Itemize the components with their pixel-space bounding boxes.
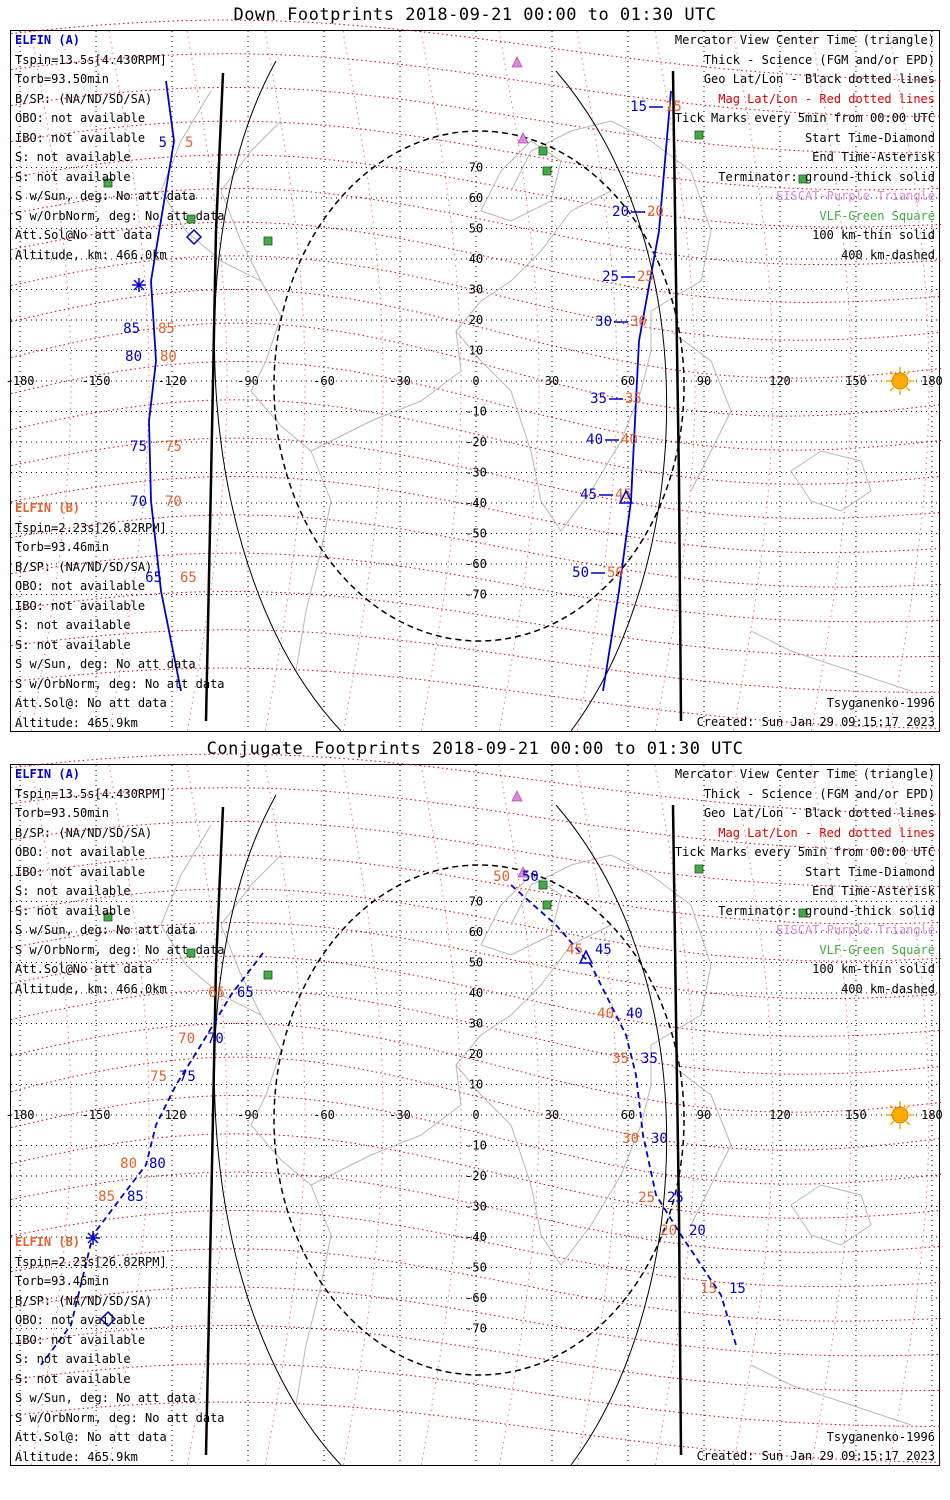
elfin-b-info-line: S: not available	[15, 637, 131, 652]
track-time-label: 20	[660, 1223, 677, 1239]
lat-tick-label: -70	[465, 1321, 487, 1336]
sun-ray	[906, 387, 910, 391]
elfin-a-info-line: S w/OrbNorm, deg: No att data	[15, 208, 225, 223]
mag-lon-line	[499, 31, 539, 731]
elfin-a-info-line: IBO: not available	[15, 130, 146, 145]
legend-line: Start Time-Diamond	[804, 864, 935, 879]
lat-tick-label: 60	[468, 191, 484, 205]
track-time-label: 30	[651, 1131, 668, 1147]
track-time-label: 85	[98, 1189, 115, 1205]
track-time-label: 30	[595, 314, 612, 330]
track-time-label: 75	[179, 1069, 196, 1085]
lat-tick-label: 30	[468, 1016, 484, 1031]
legend-line: Mag Lat/Lon - Red dotted lines	[718, 825, 935, 840]
legend-line: Thick - Science (FGM and/or EPD)	[703, 52, 935, 67]
track-time-label: 50	[607, 565, 624, 581]
legend-line: 400 km-dashed	[841, 247, 935, 262]
legend-line: Geo Lat/Lon - Black dotted lines	[703, 806, 935, 820]
created-timestamp: Created: Sun Jan 29 09:15:17 2023	[696, 1449, 935, 1463]
terminator-right	[673, 805, 681, 1455]
track-time-label: 40	[586, 432, 603, 448]
conjugate-footprints-panel	[5, 764, 943, 1466]
elfin-b-info-line: OBO: not available	[15, 1313, 146, 1327]
coastline	[481, 875, 561, 955]
elfin-b-info-line: B/SP: (NA/ND/SD/SA)	[15, 1293, 153, 1308]
vlf-green-square	[695, 865, 703, 873]
sun-disc	[892, 1107, 908, 1123]
coastline	[511, 855, 711, 1085]
lon-tick-label: -180	[5, 1108, 35, 1122]
lat-tick-label: 50	[468, 955, 484, 970]
model-label: Tsyganenko-1996	[826, 1430, 935, 1444]
lat-tick-label: 20	[468, 313, 484, 327]
lat-tick-label: -40	[465, 1230, 487, 1244]
lat-tick-label: 50	[468, 221, 484, 236]
track-time-label: 25	[602, 269, 619, 285]
elfin-a-info-line: Att.Sol@No att data	[15, 962, 153, 976]
lon-tick-label: 90	[696, 1108, 712, 1122]
lat-tick-label: -50	[465, 1260, 487, 1275]
lon-tick-label: 0	[472, 1108, 480, 1122]
legend-line: End Time-Asterisk	[812, 884, 935, 898]
lon-tick-label: 120	[769, 374, 791, 388]
lon-tick-label: -60	[313, 1108, 335, 1122]
track-time-label: 70	[130, 494, 147, 510]
legend-line: End Time-Asterisk	[812, 150, 935, 164]
track-time-label: 45	[580, 487, 597, 503]
vlf-green-square	[264, 237, 272, 245]
elfin-b-info-line: Altitude: 465.9km	[15, 715, 138, 730]
lat-tick-label: 70	[468, 894, 484, 909]
elfin-a-info-line: S: not available	[15, 169, 131, 184]
elfin-a-info-line: Tspin=13.5s[4.430RPM]	[15, 52, 167, 67]
lon-tick-label: -150	[81, 374, 111, 388]
track-time-label: 40	[621, 432, 638, 448]
track-time-label: 25	[637, 269, 654, 285]
elfin-a-info-line: S w/OrbNorm, deg: No att data	[15, 942, 225, 957]
track-time-label: 40	[597, 1006, 614, 1022]
track-time-label: 15	[729, 1281, 746, 1297]
elfin-a-name: ELFIN (A)	[15, 33, 81, 47]
sun-icon	[886, 367, 914, 395]
legend-line: EISCAT-Purple Triangle	[776, 189, 935, 203]
sun-icon	[886, 1101, 914, 1129]
lat-tick-label: -50	[465, 526, 487, 541]
track-time-label: 85	[158, 321, 175, 337]
coastline	[791, 1185, 871, 1245]
elfin-b-info-line: B/SP: (NA/ND/SD/SA)	[15, 559, 153, 574]
legend-line: Mag Lat/Lon - Red dotted lines	[718, 91, 935, 106]
track-time-label: 45	[595, 942, 612, 958]
elfin-b-info-line: Att.Sol@: No att data	[15, 1430, 167, 1444]
terminator-left	[206, 807, 223, 1455]
track-time-label: 75	[165, 439, 182, 455]
lon-tick-label: -30	[389, 374, 411, 388]
elfin-a-info-line: S w/Sun, deg: No att data	[15, 923, 196, 937]
elfin-b-info-line: S w/OrbNorm, deg: No att data	[15, 1410, 225, 1425]
end-time-asterisk	[86, 1231, 100, 1245]
vlf-green-square	[264, 971, 272, 979]
eiscat-purple-triangle	[512, 791, 522, 801]
elfin-a-info-line: Torb=93.50min	[15, 806, 109, 820]
legend-line: EISCAT-Purple Triangle	[776, 923, 935, 937]
map-canvas	[5, 765, 943, 1467]
lat-tick-label: -10	[465, 1138, 487, 1153]
lon-tick-label: 150	[845, 374, 867, 388]
track-time-label: 65	[237, 985, 254, 1001]
elfin-b-info-line: S: not available	[15, 1371, 131, 1386]
track-time-label: 45	[566, 942, 583, 958]
coastline	[751, 631, 911, 691]
elfin-b-info-line: S w/Sun, deg: No att data	[15, 1391, 196, 1405]
sun-ray	[890, 1121, 894, 1125]
legend-line: Mercator View Center Time (triangle)	[674, 33, 935, 47]
legend-line: Terminator: ground-thick solid	[718, 169, 935, 184]
lat-tick-label: 10	[468, 1077, 484, 1092]
legend-line: 100 km-thin solid	[812, 962, 935, 976]
lon-tick-label: 0	[472, 374, 480, 388]
elfin-b-info-line: S: not available	[15, 618, 131, 632]
lon-tick-label: -120	[157, 374, 187, 388]
elfin-b-info-line: S w/OrbNorm, deg: No att data	[15, 676, 225, 691]
lon-tick-label: 120	[769, 1108, 791, 1122]
elfin-a-info-line: IBO: not available	[15, 864, 146, 879]
terminator-right	[673, 71, 681, 721]
track-time-label: 75	[150, 1069, 167, 1085]
lon-tick-label: 60	[620, 374, 636, 388]
track-time-label: 35	[590, 391, 607, 407]
lat-tick-label: -40	[465, 496, 487, 510]
track-time-label: 5	[185, 135, 194, 151]
lon-tick-label: 30	[544, 1108, 560, 1122]
elfin-b-info-line: Torb=93.46min	[15, 1274, 109, 1288]
elfin-b-name: ELFIN (B)	[15, 1235, 81, 1249]
track-time-label: 80	[160, 349, 177, 365]
track-time-label: 65	[145, 570, 162, 586]
lat-tick-label: 10	[468, 343, 484, 358]
lat-tick-label: -30	[465, 465, 487, 480]
track-time-label: 50	[493, 869, 510, 885]
panel-title-conjugate: Conjugate Footprints 2018-09-21 00:00 to 01:30 UTC	[206, 739, 744, 759]
elfin-b-name: ELFIN (B)	[15, 501, 81, 515]
elfin-a-info-line: OBO: not available	[15, 845, 146, 859]
track-time-label: 65	[180, 570, 197, 586]
lat-tick-label: -20	[465, 1169, 487, 1183]
map-canvas	[5, 31, 943, 733]
elfin-a-info-line: Att.Sol@No att data	[15, 228, 153, 242]
legend-line: Geo Lat/Lon - Black dotted lines	[703, 72, 935, 86]
lat-tick-label: -60	[465, 1291, 487, 1305]
elfin-a-info-line: OBO: not available	[15, 111, 146, 125]
track-time-label: 70	[207, 1031, 224, 1047]
track-time-label: 50	[572, 565, 589, 581]
footprint-100km-solid-right	[556, 71, 667, 731]
track-time-label: 70	[165, 494, 182, 510]
lat-tick-label: 40	[468, 252, 484, 266]
vlf-green-square	[695, 131, 703, 139]
elfin-b-info-line: Tspin=2.23s[26.82RPM]	[15, 520, 167, 535]
lon-tick-label: 60	[620, 1108, 636, 1122]
lat-tick-label: 30	[468, 282, 484, 297]
elfin-b-info-line: Att.Sol@: No att data	[15, 696, 167, 710]
sun-ray	[906, 1105, 910, 1109]
lon-tick-label: -180	[5, 374, 35, 388]
lon-tick-label: -120	[157, 1108, 187, 1122]
elfin-a-info-line: S: not available	[15, 903, 131, 918]
track-time-label: 70	[178, 1031, 195, 1047]
elfin-b-info-line: OBO: not available	[15, 579, 146, 593]
sun-ray	[890, 371, 894, 375]
elfin-a-info-line: Altitude, km: 466.0km	[15, 247, 167, 262]
lon-tick-label: -30	[389, 1108, 411, 1122]
lon-tick-label: 180	[921, 1108, 943, 1122]
track-time-label: 80	[149, 1156, 166, 1172]
footprint-100km-solid-left	[214, 795, 341, 1465]
lat-tick-label: -10	[465, 404, 487, 419]
track-time-label: 75	[130, 439, 147, 455]
lat-tick-label: 20	[468, 1047, 484, 1061]
elfin-b-info-line: S w/Sun, deg: No att data	[15, 657, 196, 671]
legend-line: Mercator View Center Time (triangle)	[674, 767, 935, 781]
legend-line: Thick - Science (FGM and/or EPD)	[703, 786, 935, 801]
coastline	[221, 121, 281, 281]
lon-tick-label: -150	[81, 1108, 111, 1122]
legend-line: Tick Marks every 5min from 00:00 UTC	[674, 111, 935, 125]
elfin-a-info-line: Torb=93.50min	[15, 72, 109, 86]
elfin-b-info-line: Tspin=2.23s[26.82RPM]	[15, 1254, 167, 1269]
mag-lat-line	[11, 1024, 941, 1113]
sun-ray	[906, 1121, 910, 1125]
down-footprints-panel	[5, 30, 943, 732]
coastline	[751, 1365, 911, 1425]
track-time-label: 15	[665, 99, 682, 115]
track-time-label: 35	[625, 391, 642, 407]
vlf-green-square	[539, 147, 547, 155]
track-time-label: 35	[641, 1051, 658, 1067]
track-time-label: 35	[612, 1051, 629, 1067]
vlf-green-square	[543, 167, 551, 175]
track-time-label: 30	[622, 1131, 639, 1147]
track-time-label: 15	[700, 1281, 717, 1297]
track-time-label: 45	[615, 487, 632, 503]
track-time-label: 65	[208, 985, 225, 1001]
track-time-label: 80	[125, 349, 142, 365]
track-time-label: 5	[158, 135, 167, 151]
elfin-a-info-line: S: not available	[15, 884, 131, 898]
track-time-label: 85	[123, 321, 140, 337]
track-time-label: 25	[667, 1190, 684, 1206]
legend-line: 400 km-dashed	[841, 981, 935, 996]
coastline	[481, 141, 561, 221]
track-time-label: 20	[612, 204, 629, 220]
model-label: Tsyganenko-1996	[826, 696, 935, 710]
lon-tick-label: -90	[237, 1108, 259, 1122]
legend-line: Terminator: ground-thick solid	[718, 903, 935, 918]
panel-title-down: Down Footprints 2018-09-21 00:00 to 01:30 UTC	[233, 5, 717, 25]
lat-tick-label: -70	[465, 587, 487, 602]
elfin-b-info-line: IBO: not available	[15, 598, 146, 613]
track-time-label: 50	[522, 869, 539, 885]
lon-tick-label: -60	[313, 374, 335, 388]
sun-ray	[906, 371, 910, 375]
lon-tick-label: 90	[696, 374, 712, 388]
coastline	[791, 451, 871, 511]
elfin-a-info-line: Altitude, km: 466.0km	[15, 981, 167, 996]
legend-line: Tick Marks every 5min from 00:00 UTC	[674, 845, 935, 859]
mag-lat-line	[11, 290, 941, 379]
elfin-b-info-line: IBO: not available	[15, 1332, 146, 1347]
lon-tick-label: 150	[845, 1108, 867, 1122]
track-time-label: 85	[127, 1189, 144, 1205]
elfin-b-info-line: S: not available	[15, 1352, 131, 1366]
elfin-a-info-line: B/SP: (NA/ND/SD/SA)	[15, 91, 153, 106]
lat-tick-label: 40	[468, 986, 484, 1000]
end-time-asterisk	[132, 278, 146, 292]
terminator-left	[206, 73, 223, 721]
lat-tick-label: -20	[465, 435, 487, 449]
elfin-a-name: ELFIN (A)	[15, 767, 81, 781]
vlf-green-square	[543, 901, 551, 909]
legend-line: VLF-Green Square	[819, 942, 935, 957]
legend-line: 100 km-thin solid	[812, 228, 935, 242]
elfin-b-info-line: Altitude: 465.9km	[15, 1449, 138, 1464]
footprint-100km-solid-left	[214, 61, 341, 731]
track-time-label: 15	[630, 99, 647, 115]
elfin-a-info-line: S: not available	[15, 150, 131, 164]
track-time-label: 20	[647, 204, 664, 220]
mag-lat-line	[11, 990, 941, 1074]
elfin-a-info-line: S w/Sun, deg: No att data	[15, 189, 196, 203]
lon-tick-label: 30	[544, 374, 560, 388]
vlf-green-square	[539, 881, 547, 889]
eiscat-purple-triangle	[512, 57, 522, 67]
lat-tick-label: 70	[468, 160, 484, 175]
lat-tick-label: 60	[468, 925, 484, 939]
created-timestamp: Created: Sun Jan 29 09:15:17 2023	[696, 715, 935, 729]
track-time-label: 40	[626, 1006, 643, 1022]
track-time-label: 20	[689, 1223, 706, 1239]
track-time-label: 30	[630, 314, 647, 330]
lat-tick-label: -30	[465, 1199, 487, 1214]
track-time-label: 80	[120, 1156, 137, 1172]
mag-lat-line	[11, 256, 941, 340]
lat-tick-label: -60	[465, 557, 487, 571]
elfin-b-info-line: Torb=93.46min	[15, 540, 109, 554]
elfin-a-info-line: Tspin=13.5s[4.430RPM]	[15, 786, 167, 801]
lon-tick-label: -90	[237, 374, 259, 388]
lon-tick-label: 180	[921, 374, 943, 388]
sun-ray	[890, 1105, 894, 1109]
legend-line: Start Time-Diamond	[804, 130, 935, 145]
sun-disc	[892, 373, 908, 389]
elfin-a-info-line: B/SP: (NA/ND/SD/SA)	[15, 825, 153, 840]
legend-line: VLF-Green Square	[819, 208, 935, 223]
sun-ray	[890, 387, 894, 391]
track-time-label: 25	[638, 1190, 655, 1206]
